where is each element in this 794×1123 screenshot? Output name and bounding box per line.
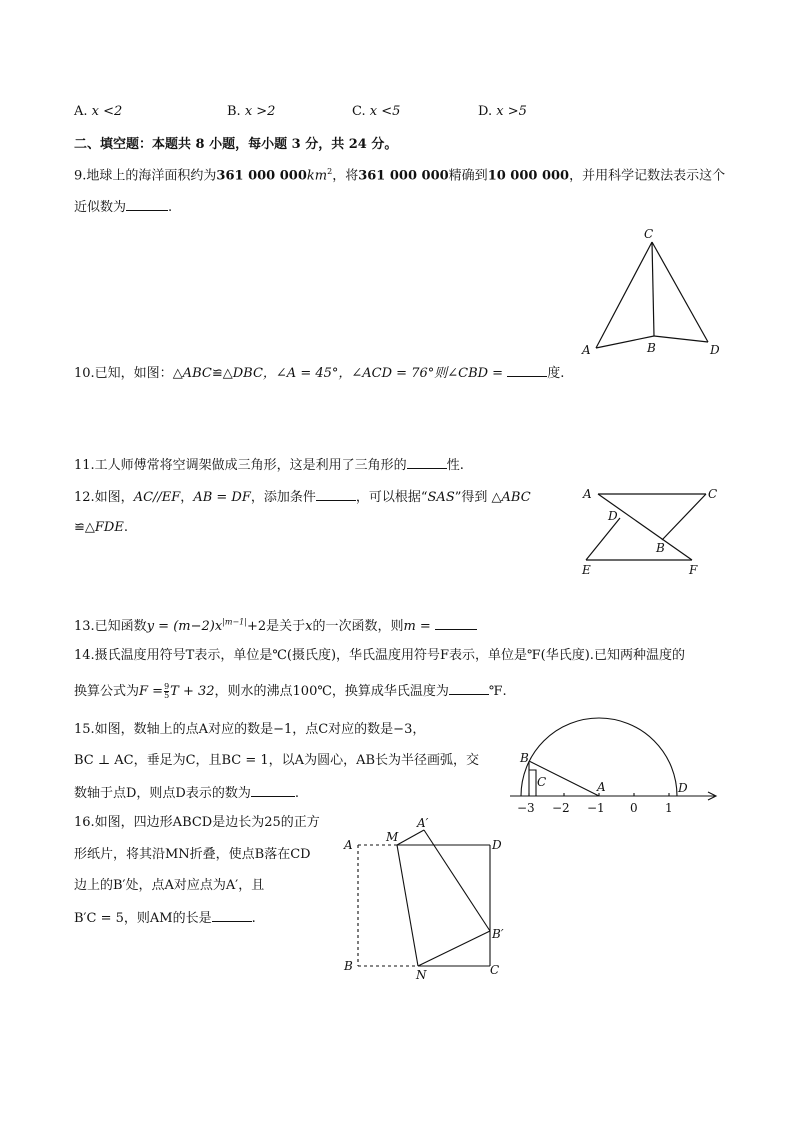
point-d-label: D — [678, 781, 688, 795]
tick-label: −1 — [587, 801, 605, 815]
question-11: 11.工人师傅常将空调架做成三角形，这是利用了三角形的 性. — [74, 458, 464, 473]
segment-nb2 — [418, 931, 490, 966]
tick-label: −3 — [517, 801, 535, 815]
point-c-label: C — [708, 487, 718, 501]
point-e-label: E — [582, 563, 591, 577]
tick-label: 1 — [665, 801, 673, 815]
question-9-line1: 9.地球上的海洋面积约为361 000 $000km^2$，将361 000 000精确到10 000 000，并用科学记数法表示这个 — [74, 167, 726, 184]
point-n-label: N — [416, 968, 427, 982]
question-15-line2: BC ⊥ AC，垂足为C，且BC = 1，以A为圆心，AB长为半径画弧，交 — [74, 753, 480, 768]
point-b-label: B — [647, 341, 656, 355]
point-c-label: C — [537, 775, 547, 789]
point-b-label: B — [656, 541, 665, 555]
section-heading: 二、填空题：本题共 8 小题，每小题 3 分，共 24 分。 — [74, 137, 398, 152]
point-m-label: M — [386, 830, 399, 844]
q8-option-a: A. x <2 — [74, 104, 123, 119]
q8-option-c: C. x <5 — [352, 104, 401, 119]
question-9-line2: 近似数为 . — [74, 200, 173, 215]
tick-label: −2 — [552, 801, 570, 815]
question-16-line3: 边上的B′处，点A对应点为A′，且 — [74, 878, 265, 893]
point-a-prime-label: A′ — [417, 816, 429, 830]
point-f-label: F — [689, 563, 698, 577]
point-d-label: D — [492, 838, 502, 852]
question-14-line1: 14.摄氏温度用符号T表示，单位是℃(摄氏度)，华氏温度用符号F表示，单位是℉(华氏度).已知两种温度的 — [74, 648, 685, 663]
point-b-label: B — [520, 751, 529, 765]
segment-ma2 — [397, 830, 424, 845]
tick-label: 0 — [630, 801, 638, 815]
question-16-line4: B′C = 5，则AM的长是 . — [74, 911, 256, 926]
q8-option-d: D. x >5 — [478, 104, 527, 119]
question-14-line2: 换算公式为F = $\frac{9}{5}$ T + 32，则水的沸点100℃，换算成华氏温度为 ℉. — [74, 682, 507, 700]
question-16-line1: 16.如图，四边形ABCD是边长为25的正方 — [74, 815, 320, 830]
question-10: 10.已知，如图：△ABC≌△DBC，∠A = 45°，∠ACD = 76°则∠CBD = 度. — [74, 366, 565, 381]
q8-option-b: B. x >2 — [227, 104, 276, 119]
question-16-line2: 形纸片，将其沿MN折叠，使点B落在CD — [74, 847, 311, 862]
question-12-line1: 12.如图，AC//EF，AB = DF，添加条件 ，可以根据“SAS”得到 △ABC — [74, 490, 531, 505]
point-a-label: A — [583, 487, 592, 501]
fraction: $\frac{9}{5}$ — [164, 682, 170, 700]
question-13: 13.已知函数$y = (m-2)x^{|m-1|}+2$是关于x的一次函数，则m = — [74, 617, 477, 635]
point-a-label: A — [597, 780, 606, 794]
point-a-label: A — [344, 838, 353, 852]
point-b-label: B — [344, 959, 353, 973]
point-a-label: A — [582, 343, 591, 357]
question-12-line2: ≌△FDE. — [74, 520, 128, 535]
point-c-label: C — [644, 227, 654, 241]
question-15-line3: 数轴于点D，则点D表示的数为 . — [74, 786, 299, 801]
point-d-label: D — [608, 509, 618, 523]
point-c-label: C — [490, 963, 500, 977]
question-15-line1: 15.如图，数轴上的点A对应的数是−1，点C对应的数是−3， — [74, 722, 426, 737]
point-d-label: D — [710, 343, 720, 357]
segment-mn — [397, 845, 418, 966]
point-b-prime-label: B′ — [492, 927, 504, 941]
